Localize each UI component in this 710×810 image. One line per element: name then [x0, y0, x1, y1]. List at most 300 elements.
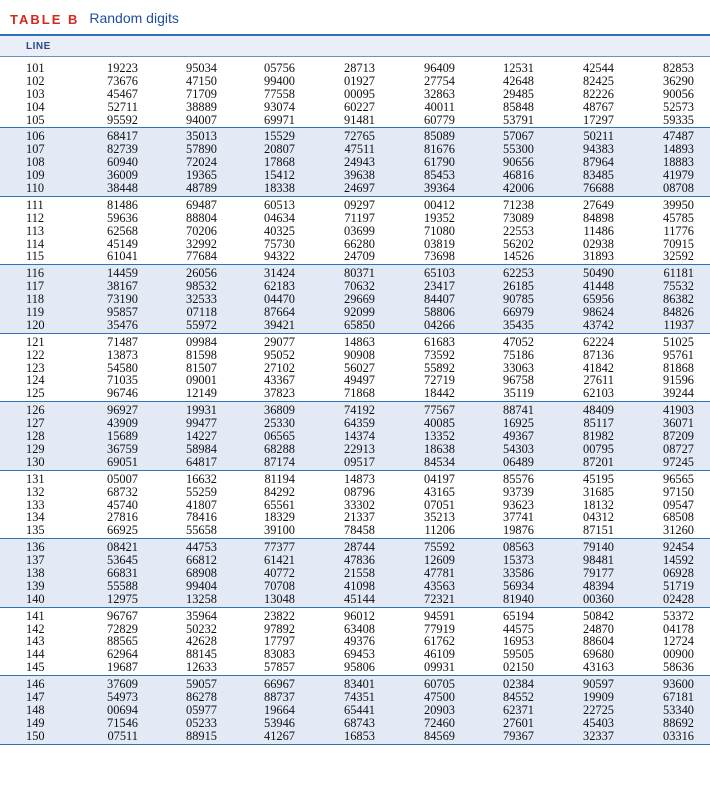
digit-group: 71197	[344, 210, 375, 225]
table-row	[0, 88, 710, 101]
digit-group: 27816	[107, 510, 138, 525]
digit-group: 08708	[663, 181, 694, 196]
line-number: 147	[26, 689, 45, 704]
line-number: 137	[26, 553, 45, 568]
digit-group: 67181	[663, 689, 694, 704]
digit-group: 43742	[583, 317, 614, 332]
digit-group: 48789	[186, 181, 217, 196]
digit-group: 13258	[186, 591, 217, 606]
digit-group: 95761	[663, 347, 694, 362]
digit-group: 41098	[344, 578, 375, 593]
line-number: 149	[26, 715, 45, 730]
digit-group: 90597	[583, 677, 614, 692]
digit-group: 61181	[663, 266, 694, 281]
table-row	[0, 610, 710, 623]
column-header	[0, 36, 710, 57]
digit-group: 24709	[344, 249, 375, 264]
table-title-bar	[0, 0, 710, 36]
digit-group: 20903	[424, 702, 455, 717]
digit-group: 13352	[424, 429, 455, 444]
digit-group: 60227	[344, 99, 375, 114]
digit-group: 33586	[503, 565, 534, 580]
digit-group: 81868	[663, 360, 694, 375]
digit-group: 35435	[503, 317, 534, 332]
line-number: 120	[26, 317, 45, 332]
digit-group: 39364	[424, 181, 455, 196]
line-number: 132	[26, 484, 45, 499]
digit-group: 17297	[583, 112, 614, 127]
digit-group: 42648	[503, 73, 534, 88]
digit-group: 99404	[186, 578, 217, 593]
line-number: 135	[26, 523, 45, 538]
digit-group: 45195	[583, 471, 614, 486]
digit-group: 27601	[503, 715, 534, 730]
digit-group: 68908	[186, 565, 217, 580]
row-block	[0, 265, 710, 333]
digit-group: 06928	[663, 565, 694, 580]
digit-group: 78458	[344, 523, 375, 538]
digit-group: 53946	[264, 715, 295, 730]
digit-group: 90056	[663, 86, 694, 101]
digit-group: 36759	[107, 441, 138, 456]
digit-group: 12975	[107, 591, 138, 606]
digit-group: 04470	[264, 292, 295, 307]
digit-group: 31424	[264, 266, 295, 281]
digit-group: 40085	[424, 416, 455, 431]
digit-group: 83083	[264, 647, 295, 662]
row-block	[0, 197, 710, 265]
digit-group: 96565	[663, 471, 694, 486]
digit-group: 55588	[107, 578, 138, 593]
digit-group: 57067	[503, 129, 534, 144]
digit-group: 50211	[583, 129, 614, 144]
row-block	[0, 676, 710, 744]
digit-group: 61790	[424, 155, 455, 170]
digit-group: 05007	[107, 471, 138, 486]
digit-group: 16853	[344, 728, 375, 743]
digit-group: 99400	[264, 73, 295, 88]
digit-group: 83485	[583, 168, 614, 183]
line-number: 136	[26, 540, 45, 555]
digit-group: 03316	[663, 728, 694, 743]
digit-group: 09297	[344, 197, 375, 212]
row-block	[0, 334, 710, 402]
line-number: 111	[26, 197, 44, 212]
digit-group: 94591	[424, 608, 455, 623]
digit-group: 62964	[107, 647, 138, 662]
digit-group: 24943	[344, 155, 375, 170]
digit-group: 87201	[583, 454, 614, 469]
digit-group: 88915	[186, 728, 217, 743]
digit-group: 00095	[344, 86, 375, 101]
digit-group: 96927	[107, 403, 138, 418]
digit-group: 18132	[583, 497, 614, 512]
line-number: 121	[26, 334, 45, 349]
table-row	[0, 524, 710, 537]
digit-group: 88737	[264, 689, 295, 704]
digit-group: 21558	[344, 565, 375, 580]
digit-group: 31893	[583, 249, 614, 264]
digit-group: 14863	[344, 334, 375, 349]
digit-group: 58636	[663, 660, 694, 675]
digit-group: 14873	[344, 471, 375, 486]
digit-group: 55658	[186, 523, 217, 538]
digit-group: 77377	[264, 540, 295, 555]
digit-group: 95857	[107, 305, 138, 320]
digit-group: 44753	[186, 540, 217, 555]
digit-group: 02150	[503, 660, 534, 675]
digit-group: 12633	[186, 660, 217, 675]
digit-group: 28744	[344, 540, 375, 555]
digit-group: 81598	[186, 347, 217, 362]
digit-group: 47781	[424, 565, 455, 580]
digit-group: 69971	[264, 112, 295, 127]
digit-group: 40325	[264, 223, 295, 238]
table-row	[0, 430, 710, 443]
table-row	[0, 456, 710, 469]
digit-group: 11206	[424, 523, 455, 538]
digit-group: 84569	[424, 728, 455, 743]
digit-group: 12609	[424, 553, 455, 568]
digit-group: 63408	[344, 621, 375, 636]
line-number: 146	[26, 677, 45, 692]
table-row	[0, 473, 710, 486]
digit-group: 51025	[663, 334, 694, 349]
digit-group: 73592	[424, 347, 455, 362]
digit-group: 54973	[107, 689, 138, 704]
digit-group: 87136	[583, 347, 614, 362]
digit-group: 65441	[344, 702, 375, 717]
digit-group: 75592	[424, 540, 455, 555]
digit-group: 18338	[264, 181, 295, 196]
digit-group: 71709	[186, 86, 217, 101]
digit-group: 72321	[424, 591, 455, 606]
digit-group: 81676	[424, 142, 455, 157]
digit-group: 69487	[186, 197, 217, 212]
digit-group: 68743	[344, 715, 375, 730]
digit-group: 28713	[344, 61, 375, 75]
digit-group: 88741	[503, 403, 534, 418]
digit-group: 41267	[264, 728, 295, 743]
digit-group: 95034	[186, 61, 217, 75]
line-number: 144	[26, 647, 45, 662]
digit-group: 73698	[424, 249, 455, 264]
digit-group: 38167	[107, 279, 138, 294]
digit-group: 35013	[186, 129, 217, 144]
digit-group: 08421	[107, 540, 138, 555]
table-row	[0, 199, 710, 212]
line-number: 143	[26, 634, 45, 649]
digit-group: 00900	[663, 647, 694, 662]
digit-group: 48409	[583, 403, 614, 418]
line-number: 114	[26, 236, 45, 251]
digit-group: 15412	[264, 168, 295, 183]
line-number: 119	[26, 305, 45, 320]
digit-group: 19909	[583, 689, 614, 704]
digit-group: 05977	[186, 702, 217, 717]
line-number: 107	[26, 142, 45, 157]
digit-group: 33063	[503, 360, 534, 375]
digit-group: 00360	[583, 591, 614, 606]
digit-group: 68508	[663, 510, 694, 525]
digit-group: 87151	[583, 523, 614, 538]
digit-group: 86278	[186, 689, 217, 704]
digit-group: 47150	[186, 73, 217, 88]
digit-group: 62253	[503, 266, 534, 281]
digit-group: 31260	[663, 523, 694, 538]
digit-group: 41448	[583, 279, 614, 294]
digit-group: 64359	[344, 416, 375, 431]
digit-group: 84552	[503, 689, 534, 704]
digit-group: 57857	[264, 660, 295, 675]
digit-group: 36071	[663, 416, 694, 431]
digit-group: 79367	[503, 728, 534, 743]
digit-group: 43909	[107, 416, 138, 431]
line-number: 118	[26, 292, 45, 307]
line-number: 110	[26, 181, 45, 196]
digit-group: 85576	[503, 471, 534, 486]
line-number: 124	[26, 373, 45, 388]
digit-group: 65956	[583, 292, 614, 307]
digit-group: 04266	[424, 317, 455, 332]
digit-group: 00694	[107, 702, 138, 717]
digit-group: 68417	[107, 129, 138, 144]
table-row	[0, 336, 710, 349]
digit-group: 19664	[264, 702, 295, 717]
digit-group: 69051	[107, 454, 138, 469]
digit-group: 53791	[503, 112, 534, 127]
digit-group: 82226	[583, 86, 614, 101]
digit-group: 74351	[344, 689, 375, 704]
digit-group: 76688	[583, 181, 614, 196]
digit-group: 37741	[503, 510, 534, 525]
digit-group: 14227	[186, 429, 217, 444]
digit-group: 12149	[186, 386, 217, 401]
digit-group: 41979	[663, 168, 694, 183]
digit-group: 62568	[107, 223, 138, 238]
digit-group: 39950	[663, 197, 694, 212]
digit-group: 25330	[264, 416, 295, 431]
digit-group: 38448	[107, 181, 138, 196]
line-number: 128	[26, 429, 45, 444]
digit-group: 13873	[107, 347, 138, 362]
digit-group: 66967	[264, 677, 295, 692]
digit-group: 71238	[503, 197, 534, 212]
digit-group: 59057	[186, 677, 217, 692]
line-number: 133	[26, 497, 45, 512]
digit-group: 47500	[424, 689, 455, 704]
digit-group: 42628	[186, 634, 217, 649]
digit-group: 07511	[107, 728, 138, 743]
table-row	[0, 443, 710, 456]
row-block	[0, 608, 710, 676]
digit-group: 36290	[663, 73, 694, 88]
digit-group: 96012	[344, 608, 375, 623]
digit-group: 32533	[186, 292, 217, 307]
digit-group: 97892	[264, 621, 295, 636]
digit-group: 13048	[264, 591, 295, 606]
digit-group: 45467	[107, 86, 138, 101]
digit-group: 03699	[344, 223, 375, 238]
digit-group: 27611	[583, 373, 614, 388]
digit-group: 88692	[663, 715, 694, 730]
digit-group: 99477	[186, 416, 217, 431]
digit-group: 60705	[424, 677, 455, 692]
digit-group: 46816	[503, 168, 534, 183]
digit-group: 84826	[663, 305, 694, 320]
line-number: 108	[26, 155, 45, 170]
digit-group: 43165	[424, 484, 455, 499]
digit-group: 88565	[107, 634, 138, 649]
digit-group: 09984	[186, 334, 217, 349]
digit-group: 62183	[264, 279, 295, 294]
digits-table	[0, 60, 710, 745]
digit-group: 20807	[264, 142, 295, 157]
digit-group: 17868	[264, 155, 295, 170]
digit-group: 43563	[424, 578, 455, 593]
digit-group: 69453	[344, 647, 375, 662]
digit-group: 72024	[186, 155, 217, 170]
digit-group: 43163	[583, 660, 614, 675]
table-row	[0, 593, 710, 606]
digit-group: 04634	[264, 210, 295, 225]
digit-group: 43367	[264, 373, 295, 388]
digit-group: 90785	[503, 292, 534, 307]
digit-group: 09547	[663, 497, 694, 512]
line-number: 134	[26, 510, 45, 525]
digit-group: 66979	[503, 305, 534, 320]
digit-group: 09001	[186, 373, 217, 388]
digit-group: 01927	[344, 73, 375, 88]
digit-group: 66831	[107, 565, 138, 580]
digit-group: 32863	[424, 86, 455, 101]
digit-group: 22725	[583, 702, 614, 717]
table-title: Random digits	[89, 10, 179, 26]
digit-group: 91481	[344, 112, 375, 127]
digit-group: 88804	[186, 210, 217, 225]
digit-group: 27102	[264, 360, 295, 375]
digit-group: 96409	[424, 61, 455, 75]
digit-group: 11937	[663, 317, 694, 332]
digit-group: 85117	[583, 416, 614, 431]
table-row	[0, 349, 710, 362]
digit-group: 95806	[344, 660, 375, 675]
line-number: 127	[26, 416, 45, 431]
line-number: 112	[26, 210, 45, 225]
digit-group: 14374	[344, 429, 375, 444]
line-number: 106	[26, 129, 45, 144]
digit-group: 47836	[344, 553, 375, 568]
table-row	[0, 717, 710, 730]
digit-group: 15373	[503, 553, 534, 568]
digit-group: 62371	[503, 702, 534, 717]
digit-group: 96746	[107, 386, 138, 401]
digit-group: 45144	[344, 591, 375, 606]
digit-group: 36009	[107, 168, 138, 183]
digit-group: 93074	[264, 99, 295, 114]
digit-group: 23417	[424, 279, 455, 294]
digit-group: 49376	[344, 634, 375, 649]
digit-group: 42544	[583, 61, 614, 75]
digit-group: 08796	[344, 484, 375, 499]
digit-group: 98481	[583, 553, 614, 568]
digit-group: 56934	[503, 578, 534, 593]
digit-group: 35119	[503, 386, 534, 401]
digit-group: 73676	[107, 73, 138, 88]
digit-group: 50490	[583, 266, 614, 281]
digit-group: 61421	[264, 553, 295, 568]
digit-group: 82425	[583, 73, 614, 88]
digit-group: 71868	[344, 386, 375, 401]
digit-group: 19223	[107, 61, 138, 75]
digit-group: 87664	[264, 305, 295, 320]
digit-group: 24870	[583, 621, 614, 636]
line-number: 109	[26, 168, 45, 183]
table-row	[0, 387, 710, 400]
digit-group: 78416	[186, 510, 217, 525]
line-number: 115	[26, 249, 45, 264]
digit-group: 71035	[107, 373, 138, 388]
table-row	[0, 580, 710, 593]
digit-group: 19931	[186, 403, 217, 418]
table-row	[0, 661, 710, 674]
digit-group: 95592	[107, 112, 138, 127]
digit-group: 60940	[107, 155, 138, 170]
digit-group: 15529	[264, 129, 295, 144]
digit-group: 93739	[503, 484, 534, 499]
digit-group: 81507	[186, 360, 217, 375]
digit-group: 32337	[583, 728, 614, 743]
digit-group: 65194	[503, 608, 534, 623]
digit-group: 64817	[186, 454, 217, 469]
digit-group: 44575	[503, 621, 534, 636]
line-number: 103	[26, 86, 45, 101]
digit-group: 79140	[583, 540, 614, 555]
digit-group: 19876	[503, 523, 534, 538]
digit-group: 04178	[663, 621, 694, 636]
digit-group: 55972	[186, 317, 217, 332]
digit-group: 22553	[503, 223, 534, 238]
row-block	[0, 60, 710, 128]
digit-group: 57890	[186, 142, 217, 157]
digit-group: 52573	[663, 99, 694, 114]
digit-group: 42006	[503, 181, 534, 196]
digit-group: 60513	[264, 197, 295, 212]
digit-group: 82739	[107, 142, 138, 157]
digit-group: 19687	[107, 660, 138, 675]
digit-group: 27649	[583, 197, 614, 212]
table-label: TABLE B	[10, 11, 80, 27]
table-row	[0, 75, 710, 88]
line-number: 126	[26, 403, 45, 418]
digit-group: 39421	[264, 317, 295, 332]
digit-group: 37823	[264, 386, 295, 401]
digit-group: 24697	[344, 181, 375, 196]
digit-group: 77567	[424, 403, 455, 418]
digit-group: 85089	[424, 129, 455, 144]
digit-group: 55259	[186, 484, 217, 499]
row-block	[0, 539, 710, 607]
digit-group: 46109	[424, 647, 455, 662]
digit-group: 54303	[503, 441, 534, 456]
digit-group: 47052	[503, 334, 534, 349]
digit-group: 53340	[663, 702, 694, 717]
table-row	[0, 114, 710, 127]
digit-group: 14893	[663, 142, 694, 157]
digit-group: 41807	[186, 497, 217, 512]
digit-group: 45403	[583, 715, 614, 730]
digit-group: 60779	[424, 112, 455, 127]
